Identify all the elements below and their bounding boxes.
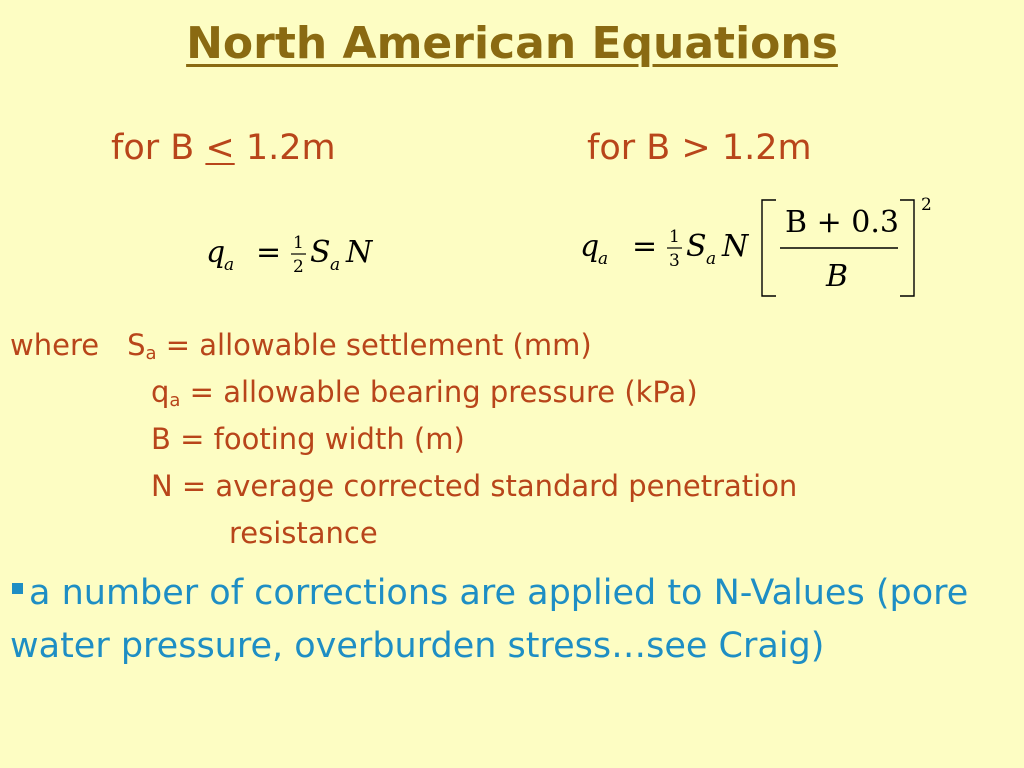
definition-qa [10,369,797,416]
condition-large-footing: for B > 1.2m [587,128,812,168]
condition-suffix: 1.2m [234,128,336,168]
equation-large-footing [580,196,940,306]
eq-big-frac-den: B [826,259,849,294]
definition-n: N = average corrected standard penetration [151,469,798,503]
condition-prefix: for B [111,128,206,168]
bullet-text: a number of corrections are applied to N-Values (pore water pressure, overburden stress…see Craig) [10,573,969,666]
eq-equals: = [632,229,658,264]
eq-s: S [310,235,331,270]
slide-title: North American Equations [186,18,838,69]
qa-symbol: q [151,375,170,409]
bullet-square-icon [12,583,23,594]
eq-s-sub: a [706,249,717,269]
eq-q: q [206,235,226,270]
eq-power: 2 [921,196,932,215]
eq-big-frac-num: B + 0.3 [785,205,899,240]
qa-subscript: a [169,390,181,411]
eq-frac-den: 3 [669,251,680,271]
eq-equals: = [256,235,282,270]
bullet-note [10,567,1015,673]
eq-n: N [722,229,749,264]
eq-s-sub: a [330,255,341,275]
where-label: where [10,328,100,362]
condition-small-footing [111,128,336,168]
eq-q-sub: a [224,255,235,275]
eq-q: q [580,229,600,264]
definition-sa [10,322,797,369]
eq-s: S [686,229,707,264]
eq-n: N [346,235,373,270]
eq-frac-num: 1 [293,233,304,253]
definitions-block [10,322,797,557]
right-bracket [900,200,914,296]
eq-frac-num: 1 [669,227,680,247]
equation-small-footing [206,232,396,282]
sa-description: = allowable settlement (mm) [156,328,592,362]
qa-description: = allowable bearing pressure (kPa) [180,375,698,409]
eq-frac-den: 2 [293,257,304,277]
eq-q-sub: a [598,249,609,269]
left-bracket [762,200,776,296]
less-equal-symbol: < [205,128,235,168]
sa-subscript: a [145,343,157,364]
definition-b: B = footing width (m) [151,422,465,456]
sa-symbol: S [127,328,146,362]
definition-n-continued: resistance [229,516,378,550]
